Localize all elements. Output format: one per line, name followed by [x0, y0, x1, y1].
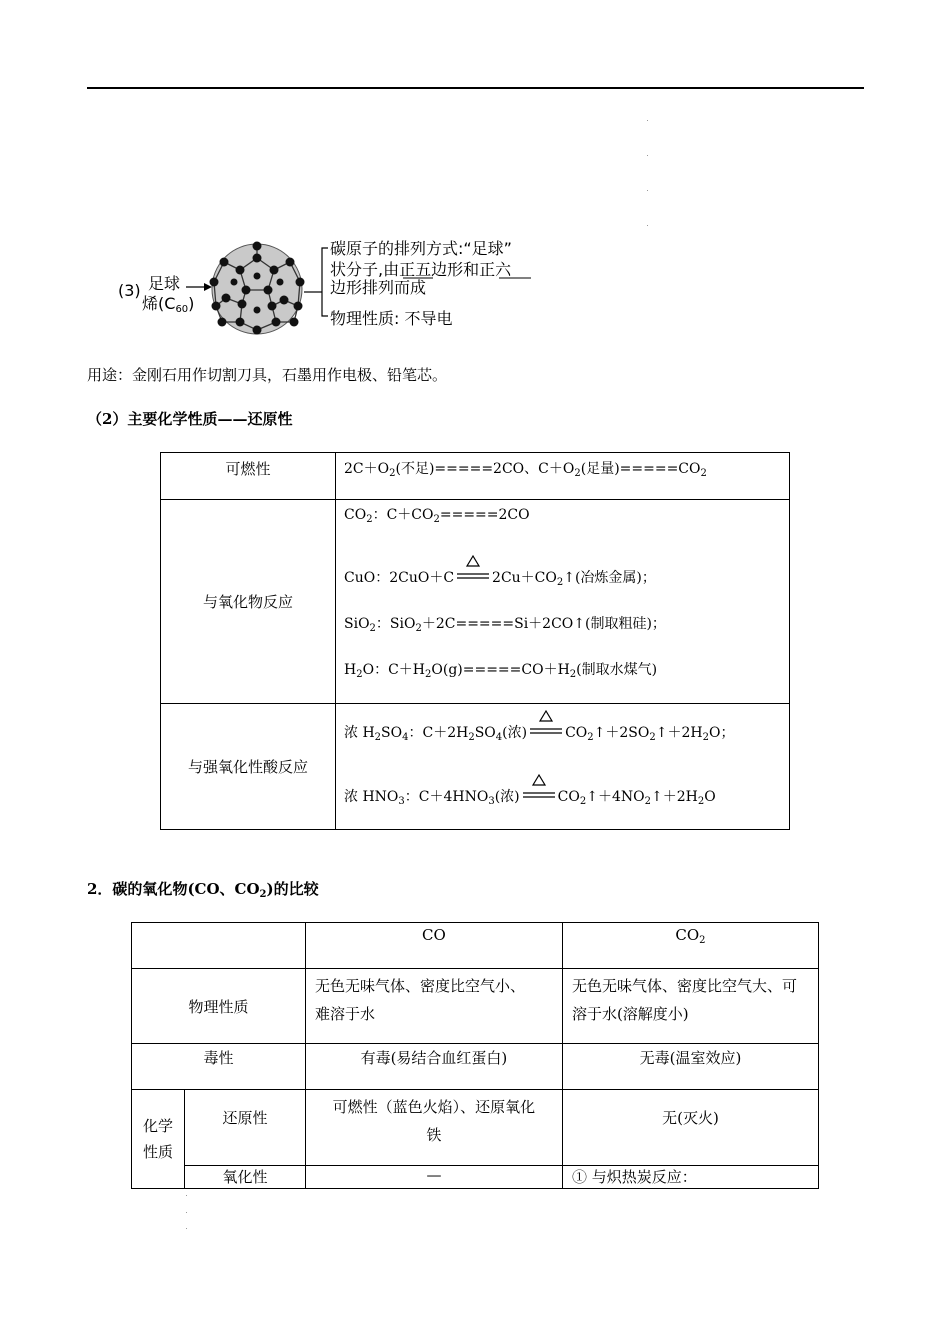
sio2-equation: SiO$_2$：SiO$_2$＋2C=====Si＋2CO↑(制取粗硅)；: [344, 616, 666, 634]
empty-header-cell: [132, 923, 306, 969]
table-row: [132, 1166, 819, 1189]
table-row: [132, 923, 819, 969]
co-oxidizability: —: [305, 1166, 562, 1189]
reducibility-label: 还原性: [185, 1090, 306, 1166]
physical-property: 物理性质: 不导电: [330, 309, 453, 328]
arrangement-line3: 边形排列而成: [330, 278, 427, 297]
table-row: [161, 500, 790, 704]
diagram-name-line1: 足球: [148, 274, 181, 293]
reducibility-table: [160, 452, 790, 830]
header-co2: $CO_2$: [562, 923, 818, 969]
co2-equation: $CO_2$：$C+CO_2=====2CO$: [344, 507, 530, 525]
diagram-number: (3): [118, 281, 141, 300]
section-heading-oxides: 2．碳的氧化物(CO、$CO_2$)的比较: [87, 880, 319, 900]
margin-dot: [186, 1212, 187, 1213]
table-row: [132, 1044, 819, 1090]
arrangement-line2: 状分子,由正五边形和正六: [330, 260, 512, 279]
header-co: CO: [305, 923, 562, 969]
margin-dot: [647, 155, 648, 156]
co2-physical-properties: 无色无味气体、密度比空气大、可 溶于水(溶解度小): [562, 969, 818, 1044]
oxide-reaction-label: 与氧化物反应: [161, 500, 336, 704]
table-row: [161, 704, 790, 830]
heating-condition-icon: [456, 568, 490, 586]
flammability-equation: $2C+O_2$(不足)=====2CO、$C+O_2$(足量)$=====CO_2$: [336, 453, 790, 500]
margin-dot: [647, 225, 648, 226]
diagram-name-line2: 烯$(C_{60})$: [142, 294, 195, 315]
arrangement-line1: 碳原子的排列方式:“足球”: [330, 239, 512, 258]
table-row: [161, 453, 790, 500]
chemical-properties-label: 化学 性质: [132, 1090, 185, 1189]
margin-dot: [186, 1228, 187, 1229]
hno3-equation: 浓 $HNO_3$：$C+4HNO_3$(浓) $CO_2↑+4NO_2↑+2H_2O$: [344, 786, 789, 808]
co2-reducibility: 无(灭火): [562, 1090, 818, 1166]
margin-dot: [647, 190, 648, 191]
acid-reaction-equations: [336, 704, 790, 830]
h2o-equation: $H_2O$：$C+H_2O(g)=====CO+H_2$(制取水煤气): [344, 662, 658, 680]
section-heading-chemical: （2）主要化学性质——还原性: [87, 410, 293, 428]
fullerene-diagram: [116, 238, 546, 338]
header-rule: [87, 87, 864, 89]
oxide-comparison-table: [131, 922, 819, 1189]
oxidizability-label: 氧化性: [185, 1166, 306, 1189]
toxicity-label: 毒性: [132, 1044, 306, 1090]
acid-reaction-label: 与强氧化性酸反应: [161, 704, 336, 830]
heating-condition-icon: [522, 787, 556, 805]
co2-oxidizability: ① 与炽热炭反应：: [562, 1166, 818, 1189]
physical-properties-label: 物理性质: [132, 969, 306, 1044]
table-row: [132, 969, 819, 1044]
co2-toxicity: 无毒(温室效应): [562, 1044, 818, 1090]
co-toxicity: 有毒(易结合血红蛋白): [305, 1044, 562, 1090]
co-reducibility: 可燃性（蓝色火焰）、还原氧化 铁: [305, 1090, 562, 1166]
table-row: [132, 1090, 819, 1166]
h2so4-equation: 浓 $H_2SO_4$：$C+2H_2SO_4$(浓) $CO_2↑+2SO_2↑+2H_2O$；: [344, 722, 789, 744]
margin-dot: [186, 1195, 187, 1196]
heating-condition-icon: [529, 723, 563, 741]
cuo-equation: CuO：2CuO＋C $2Cu+CO_2↑$(冶炼金属)；: [344, 567, 789, 590]
usage-text: 用途：金刚石用作切割刀具，石墨用作电极、铅笔芯。: [87, 366, 448, 384]
flammability-label: 可燃性: [161, 453, 336, 500]
margin-dot: [647, 120, 648, 121]
co-physical-properties: 无色无味气体、密度比空气小、 难溶于水: [305, 969, 562, 1044]
oxide-reaction-equations: [336, 500, 790, 704]
